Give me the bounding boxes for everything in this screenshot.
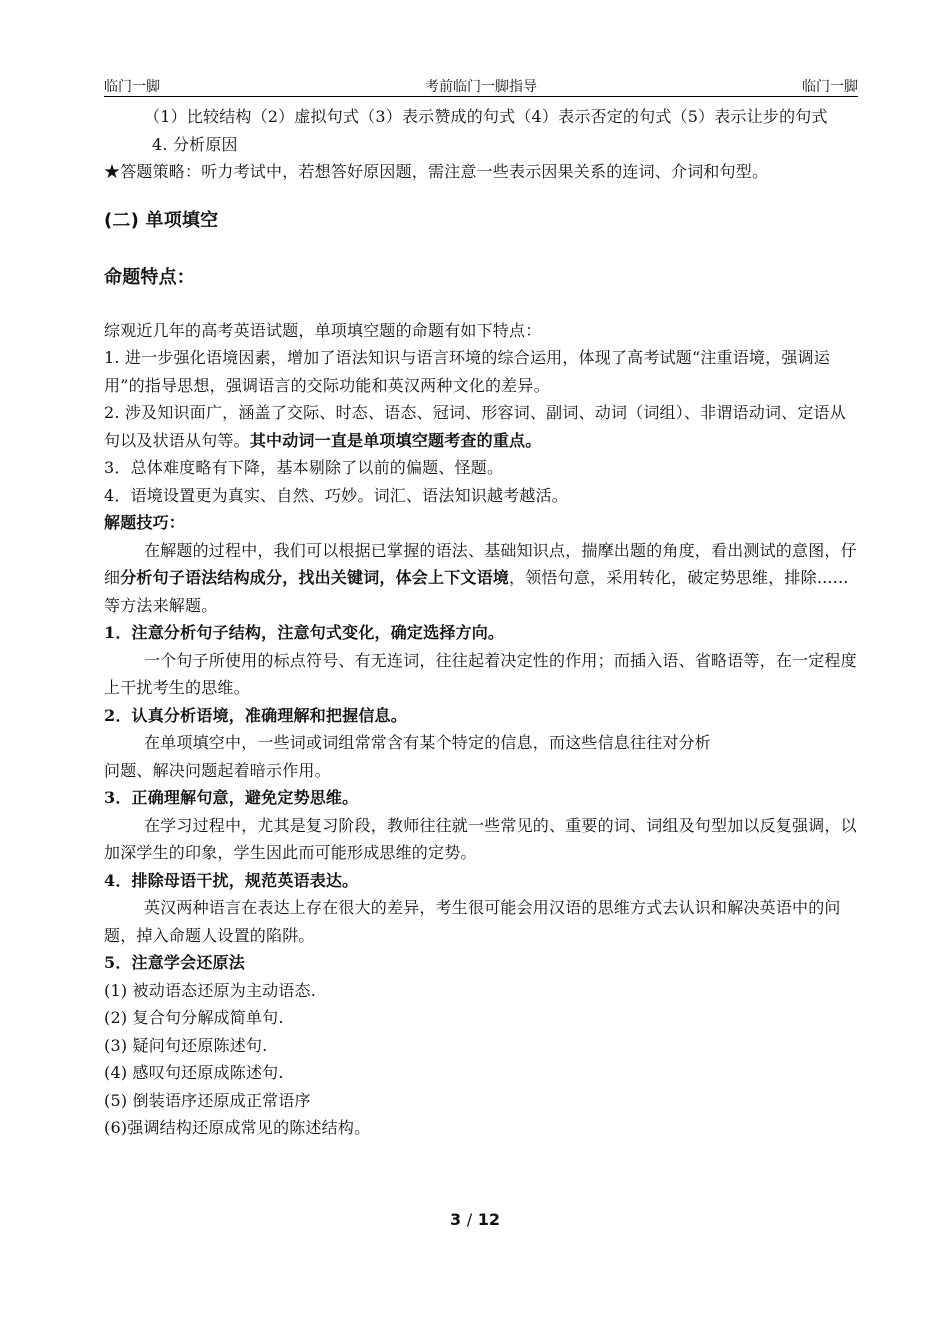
page-footer <box>0 1210 950 1229</box>
tip-4-body: 英汉两种语言在表达上存在很大的差异，考生很可能会用汉语的思维方式去认识和解决英语中的问题，掉入命题人设置的陷阱。 <box>104 898 841 945</box>
features-title: 命题特点： <box>104 266 195 288</box>
feature-point-2-emphasis: 其中动词一直是单项填空题考查的重点。 <box>249 430 542 450</box>
tip-5-title: 5．注意学会还原法 <box>104 953 245 972</box>
tip-2-body-b: 问题、解决问题起着暗示作用。 <box>104 760 331 780</box>
page-separator: / <box>466 1210 473 1229</box>
restore-item: (3) 疑问句还原陈述句. <box>104 1035 268 1055</box>
tips-text-a: 在解题的过程中，我们可以根据已掌握的语法、基础知识点，揣摩出题的角度，看出测试的意图，仔细 <box>104 540 857 587</box>
restore-item: (1) 被动语态还原为主动语态. <box>104 980 317 1000</box>
page-header <box>104 78 858 97</box>
tip-1-title: 1．注意分析句子结构，注意句式变化，确定选择方向。 <box>104 623 505 642</box>
tip-3-title: 3．正确理解句意，避免定势思维。 <box>104 788 359 807</box>
restore-item: (5) 倒装语序还原成正常语序 <box>104 1090 311 1110</box>
header-center: 考前临门一脚指导 <box>425 79 537 95</box>
feature-point-3: 3．总体难度略有下降，基本剔除了以前的偏题、怪题。 <box>104 458 504 477</box>
restore-item: (4) 感叹句还原成陈述句. <box>104 1063 284 1082</box>
answer-strategy: ★答题策略：听力考试中，若想答好原因题，需注意一些表示因果关系的连词、介词和句型。 <box>104 162 769 181</box>
tip-3-body: 在学习过程中，尤其是复习阶段，教师往往就一些常见的、重要的词、词组及句型加以反复强调，以加深学生的印象，学生因此而可能形成思维的定势。 <box>104 815 857 862</box>
tip-2-title: 2．认真分析语境，准确理解和把握信息。 <box>104 705 407 725</box>
tip-1-body: 一个句子所使用的标点符号、有无连词，往往起着决定性的作用；而插入语、省略语等，在一定程度上干扰考生的思维。 <box>104 650 857 697</box>
restore-item: (2) 复合句分解成简单句. <box>104 1008 284 1027</box>
section-title: (二) 单项填空 <box>104 209 219 231</box>
page-total: 12 <box>477 1210 500 1229</box>
feature-point-4: 4．语境设置更为真实、自然、巧妙。词汇、语法知识越考越活。 <box>104 485 568 505</box>
tip-2-body-a: 在单项填空中，一些词或词组常常含有某个特定的信息，而这些信息往往对分析 <box>144 733 712 752</box>
tips-emphasis: 分析句子语法结构成分，找出关键词，体会上下文语境 <box>120 568 510 587</box>
feature-point-2 <box>104 399 858 454</box>
page-number: 3 <box>450 1210 462 1229</box>
header-left: 临门一脚 <box>104 79 160 95</box>
header-right: 临门一脚 <box>802 79 858 95</box>
tips-paragraph <box>104 537 858 620</box>
features-intro: 综观近几年的高考英语试题，单项填空题的命题有如下特点： <box>104 320 542 340</box>
tips-text-c: ，领悟句意，采用转化，破定势思维，排除......等方法来解题。 <box>104 568 849 615</box>
tip-4-title: 4．排除母语干扰，规范英语表达。 <box>104 870 359 890</box>
feature-point-2-text: 2. 涉及知识面广，涵盖了交际、时态、语态、冠词、形容词、副词、动词（词组）、非谓语动词、定语从句以及状语从句等。 <box>104 403 846 450</box>
page-content <box>104 103 858 1142</box>
item-analyze-reason: 4. 分析原因 <box>152 134 238 154</box>
restore-item: (6)强调结构还原成常见的陈述结构。 <box>104 1118 371 1137</box>
question-types-line: （1）比较结构（2）虚拟句式（3）表示赞成的句式（4）表示否定的句式（5）表示让步的句式 <box>144 107 828 126</box>
feature-point-1: 1. 进一步强化语境因素，增加了语法知识与语言环境的综合运用，体现了高考试题“注重语境，强调运用”的指导思想，强调语言的交际功能和英汉两种文化的差异。 <box>104 348 830 395</box>
tips-title: 解题技巧： <box>104 513 186 532</box>
